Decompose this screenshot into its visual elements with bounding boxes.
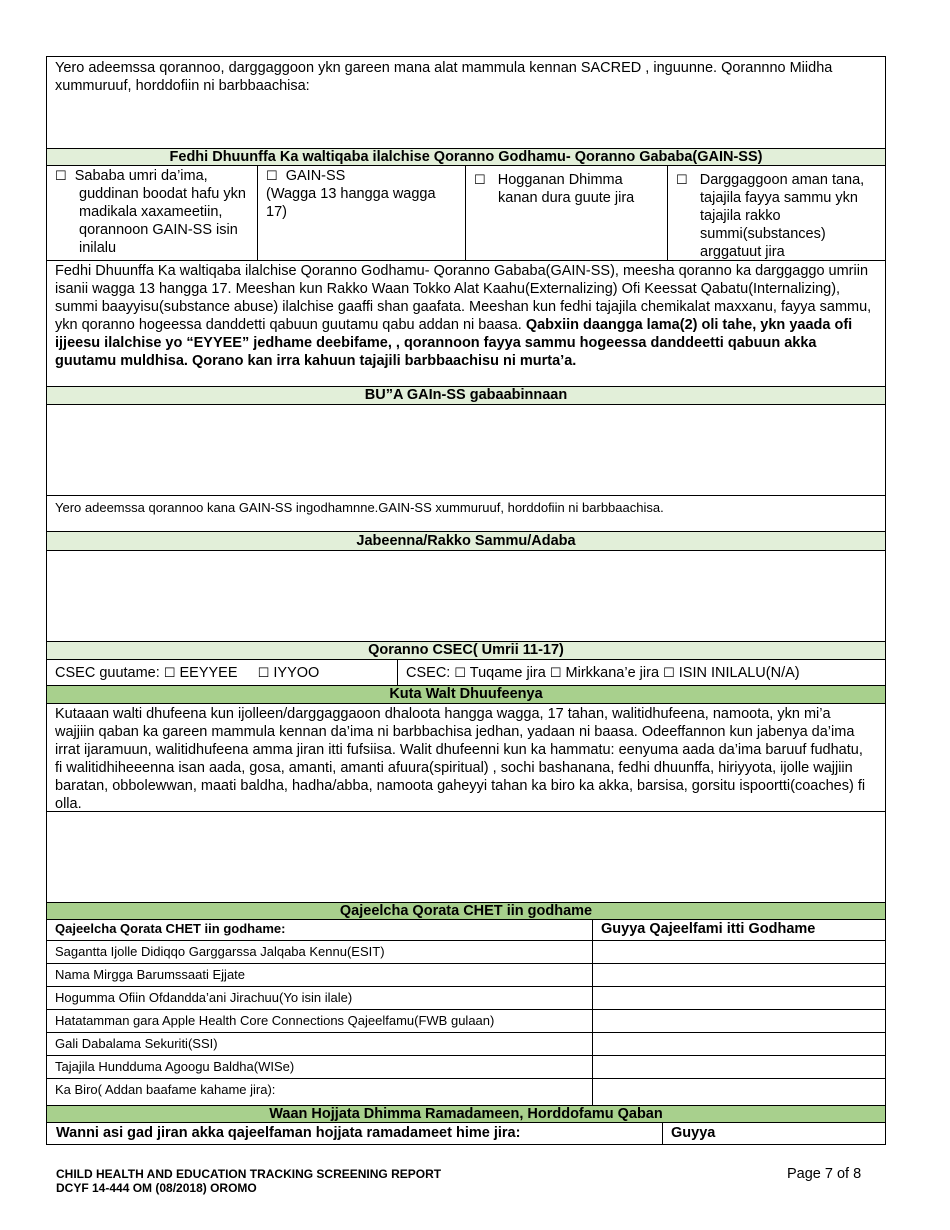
caregiver-area[interactable] [46,811,886,902]
checkbox-icon[interactable]: ☐ [676,172,688,187]
csec-complete-label: Tuqame jira [469,665,546,681]
gain-ss-description [46,260,886,386]
needs-col-left: Wanni asi gad jiran akka qajeelfaman hojjata ramadameet hime jira: [56,1125,521,1141]
substance-header: Jabeenna/Rakko Sammu/Adaba [46,531,886,550]
gain-ss-description-text: Fedhi Dhuunffa Ka waltiqaba ilalchise Qoranno Godhamu- Qoranno Gababa(GAIN-SS), meesha qoranno ka darggaggo umriin isanii wagga 13 hangga 17. Meeshan kun Rakko Waan Tokko Alat Kaahu(Externalizing) Ofi Keessat Qabatu(Internalizing), summi baayyisu(substance abuse) ilalchise gaaffi shan gaafata. Meeshan kun fedhi tajajila chemikalat maxxanu, fayya sammu, ykn qoranno hogeessa danddetti qabuun guutamu qabu addan ni baasa. [55,263,872,333]
csec-yes-checkbox[interactable]: ☐ [163,665,176,680]
page-number: Page 7 of 8 [787,1166,862,1182]
gain-ss-followup [46,495,886,531]
footer-line1: CHILD HEALTH AND EDUCATION TRACKING SCREENING REPORT [56,1167,442,1181]
substance-area[interactable] [46,550,886,641]
referral-item: Hatatamman gara Apple Health Core Connections Qajeelfamu(FWB gulaan) [55,1013,495,1028]
referral-row[interactable] [47,1055,885,1078]
needs-row [46,1122,886,1145]
option-completed-label: Hogganan Dhimma kanan dura guute jira [497,172,635,206]
checkbox-icon[interactable]: ☐ [266,168,278,183]
referral-row[interactable] [47,940,885,963]
option-age-exempt[interactable] [47,166,258,260]
csec-completed-cell [47,660,398,685]
option-receiving-services[interactable] [668,166,885,260]
csec-na-checkbox[interactable]: ☐ [663,665,675,680]
csec-completed-label: CSEC guutame: [55,665,160,681]
intro-text: Yero adeemssa qorannoo, darggaggoon ykn gareen mana alat mammula kennan SACRED , inguunne. Qorannno Miidha xummuruuf, horddofiin ni barbbaachisa: [55,60,833,94]
gain-ss-header: Fedhi Dhuunffa Ka waltiqaba ilalchise Qoranno Godhamu- Qoranno Gababa(GAIN-SS) [46,148,886,165]
footer-line2: DCYF 14-444 OM (08/2018) OROMO [56,1181,257,1195]
referrals-header: Qajeelcha Qorata CHET iin godhame [46,902,886,919]
option-receiving-label: Darggaggoon aman tana, tajajila fayya sammu ykn tajajila rakko summi(substances) arggatuut jira [699,172,865,260]
form-footer-title [56,1167,441,1195]
caregiver-text: Kutaaan walti dhufeena kun ijolleen/darggaggaoon dhaloota hangga wagga, 17 tahan, walitidhufeena, namoota, ykn mi’a wajjiin qaban ka gareen mammula kennan da’ima ni barbbachisa jedhan, yadaan ni baasa. Odeeffannon kun jabenya da’ima irrat ijaramuun, walitidhufeena amma jiran itti fufsiisa. Walit dhufeenni kun ka hammatu: eenyuma aada da’ima baruuf fudhatu, fi walitidhiheeenna isan aada, gosa, amanti, amanti afuura(spiritual) , sochi bashanana, fedhi dhuunffa, hiriyyota, ijolle wajjiin baratan, obbolewwan, maati baldha, hadha/abba, namoota gaheyyi tahan ka biro ka akka, barsisa, gorsitu ispoortti(coaches) fi olla. [55,706,866,812]
csec-status-label: CSEC: [406,665,451,681]
csec-complete-checkbox[interactable]: ☐ [454,665,467,680]
gain-ss-results-area[interactable] [46,404,886,495]
intro-section [46,56,886,148]
referral-item: Hogumma Ofiin Ofdandda’ani Jirachuu(Yo isin ilale) [55,990,353,1005]
option-gain-ss[interactable] [258,166,466,260]
gain-ss-followup-text: Yero adeemssa qorannoo kana GAIN-SS ingodhamnne.GAIN-SS xummuruuf, horddofiin ni barbbaachisa. [55,500,664,515]
needs-header: Waan Hojjata Dhimma Ramadameen, Horddofamu Qaban [46,1105,886,1122]
referrals-col-right: Guyya Qajeelfami itti Godhame [601,921,816,937]
csec-no-checkbox[interactable]: ☐ [257,665,270,680]
caregiver-header: Kuta Walt Dhuufeenya [46,685,886,703]
referral-row[interactable] [47,986,885,1009]
csec-na-label: ISIN INILALU(N/A) [678,665,800,681]
referral-item: Sagantta Ijolle Didiqqo Garggarssa Jalqaba Kennu(ESIT) [55,944,385,959]
csec-row [46,659,886,685]
csec-confirmed-checkbox[interactable]: ☐ [549,665,562,680]
csec-header: Qoranno CSEC( Umrii 11-17) [46,641,886,659]
referrals-table [46,919,886,1105]
referral-row[interactable] [47,1009,885,1032]
referral-item: Nama Mirgga Barumssaati Ejjate [55,967,246,982]
caregiver-description [46,703,886,811]
option-gain-ss-label: GAIN-SS [285,168,346,184]
gain-ss-options-row [46,165,886,260]
csec-no-label: IYYOO [273,665,320,681]
referral-item: Gali Dabalama Sekuriti(SSI) [55,1036,218,1051]
option-age-exempt-label: Sababa umri da’ima, guddinan boodat hafu ykn madikala xaxameetiin, qorannoon GAIN-SS isin inilalu [74,168,246,256]
option-gain-ss-age-range: (Wagga 13 hangga wagga 17) [266,186,436,220]
csec-yes-label: EEYYEE [179,665,238,681]
referral-row[interactable] [47,1078,885,1106]
referral-item: Ka Biro( Addan baafame kahame jira): [55,1082,276,1097]
option-completed-by-caseworker[interactable] [466,166,668,260]
gain-ss-results-header: BU”A GAIn-SS gabaabinnaan [46,386,886,404]
csec-confirmed-label: Mirkkana’e jira [565,665,660,681]
checkbox-icon[interactable]: ☐ [55,168,67,183]
referral-row[interactable] [47,963,885,986]
referral-item: Tajajila Hundduma Agoogu Baldha(WISe) [55,1059,295,1074]
checkbox-icon[interactable]: ☐ [474,172,486,187]
csec-status-cell [398,660,885,685]
gain-ss-description-bold: Qabxiin daangga lama(2) oli tahe, ykn yaada ofi ijjeesu ilalchise yo “EYYEE” jedhame deebifame, , qorannoon fayya sammu hogeessa danddeetti qabuun akka guutamu muldhisa. Qorano kan irra kahuun tajajili barbbaachisu ni murta’a. [55,317,853,369]
needs-col-right: Guyya [671,1125,716,1141]
referrals-header-row [47,919,885,940]
referral-row[interactable] [47,1032,885,1055]
referrals-col-left: Qajeelcha Qorata CHET iin godhame: [55,921,286,936]
